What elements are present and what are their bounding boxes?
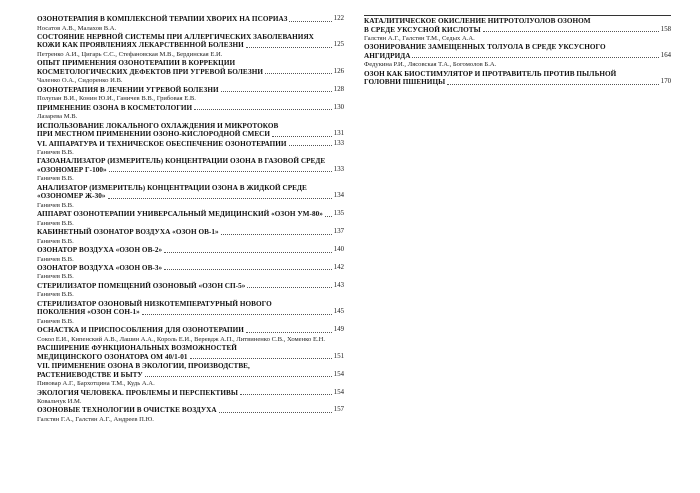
page-number: 143 — [333, 281, 344, 289]
entry-title-line: АНАЛИЗАТОР (ИЗМЕРИТЕЛЬ) КОНЦЕНТРАЦИИ ОЗОНА В ЖИДКОЙ СРЕДЕ — [37, 183, 307, 192]
entry-title-line: ГАЗОАНАЛИЗАТОР (ИЗМЕРИТЕЛЬ) КОНЦЕНТРАЦИИ ОЗОНА В ГАЗОВОЙ СРЕДЕ — [37, 157, 326, 166]
dot-leader — [194, 109, 332, 110]
entry-title-line: ОЗОН КАК БИОСТИМУЛЯТОР И ПРОТРАВИТЕЛЬ ПРОТИВ ПЫЛЬНОЙ — [364, 69, 617, 78]
entry-title-line: РАСТЕНИЕВОДСТВЕ И БЫТУ — [37, 370, 143, 379]
dot-leader — [142, 314, 332, 315]
entry-authors: Ковальчук И.М. — [37, 398, 82, 405]
entry-title-line: ПРИМЕНЕНИЕ ОЗОНА В КОСМЕТОЛОГИИ — [37, 103, 193, 112]
dot-leader — [483, 31, 659, 32]
toc-entry — [37, 398, 344, 415]
entry-title-line: ОЗОНОТЕРАПИЯ В КОМПЛЕКСНОЙ ТЕРАПИИ ХВОРИХ НА ПСОРИАЗ — [37, 15, 288, 23]
toc-entry — [37, 175, 344, 200]
entry-authors: Ганичев В.В. — [37, 219, 74, 227]
toc-entry — [364, 17, 671, 34]
entry-title-row — [364, 26, 671, 35]
entry-title-line: КОЖИ КАК ПРОЯВЛЕНИЯХ ЛЕКАРСТВЕННОЙ БОЛЕЗНИ — [37, 41, 244, 50]
entry-title-line: ОСНАСТКА И ПРИСПОСОБЛЕНИЯ ДЛЯ ОЗОНОТЕРАПИИ — [37, 326, 244, 335]
dot-leader — [246, 47, 332, 48]
page-number: 122 — [333, 15, 344, 22]
dot-leader — [240, 394, 332, 395]
page-number: 133 — [333, 139, 344, 147]
toc-right-column — [364, 15, 671, 88]
entry-title-line: VII. ПРИМЕНЕНИЕ ОЗОНА В ЭКОЛОГИИ, ПРОИЗВОДСТВЕ, — [37, 362, 250, 371]
toc-entry — [37, 291, 344, 316]
dot-leader — [247, 287, 331, 288]
dot-leader — [412, 57, 658, 58]
page-number: 154 — [333, 388, 344, 396]
dot-leader — [272, 136, 332, 137]
toc-entry — [37, 220, 344, 237]
entry-title-line: КАБИНЕТНЫЙ ОЗОНАТОР ВОЗДУХА «ОЗОН ОВ-1» — [37, 228, 219, 237]
entry-title-row — [37, 282, 344, 291]
entry-authors: Ганичев В.В. — [37, 273, 74, 281]
dot-leader — [219, 412, 332, 413]
dot-leader — [190, 358, 332, 359]
entry-authors: Полупан В.И., Конин Ю.И., Ганичев В.В., Грибовая Е.В. — [37, 95, 196, 103]
entry-title-line: СТЕРИЛИЗАТОР ПОМЕЩЕНИЙ ОЗОНОВЫЙ «ОЗОН СП-5» — [37, 281, 246, 290]
dot-leader — [109, 171, 332, 172]
page-number: 130 — [333, 103, 344, 111]
entry-authors: Носатов А.В., Малахов В.А. — [37, 24, 117, 32]
entry-authors: Галстян Г.А., Галстян А.Г., Андреев П.Ю. — [37, 415, 154, 423]
entry-title-line: ОПЫТ ПРИМЕНЕНИЯ ОЗОНОТЕРАПИИ В КОРРЕКЦИИ — [37, 59, 236, 68]
dot-leader — [325, 216, 332, 217]
entry-title-line: ГОЛОВНИ ПШЕНИЦЫ — [364, 78, 446, 87]
entry-title-line: КОСМЕТОЛОГИЧЕСКИХ ДЕФЕКТОВ ПРИ УГРЕВОЙ БОЛЕЗНИ — [37, 67, 263, 76]
entry-title-row — [37, 308, 344, 317]
dot-leader — [108, 198, 332, 199]
dot-leader — [289, 145, 332, 146]
toc-entry — [37, 25, 344, 50]
entry-title-line: ОЗОНАТОР ВОЗДУХА «ОЗОН ОВ-3» — [37, 263, 163, 272]
dot-leader — [164, 252, 332, 253]
toc-entry — [37, 416, 344, 424]
entry-authors: Ганичев В.В. — [37, 149, 74, 157]
toc-entry — [364, 61, 671, 86]
toc-entry — [37, 95, 344, 112]
toc-entry — [37, 149, 344, 174]
entry-authors: Ганичев В.В. — [37, 255, 74, 263]
page-number: 128 — [333, 85, 344, 93]
entry-title-row — [37, 166, 344, 175]
entry-title-row — [37, 406, 344, 415]
entry-authors: Ганичев В.В. — [37, 317, 74, 325]
dot-leader — [289, 21, 331, 22]
entry-authors: Пивовар А.Г., Бархотцина Т.М., Кудь А.А. — [37, 380, 155, 388]
entry-title-line: МЕДИЦИНСКОГО ОЗОНАТОРА ОМ 40/1-01 — [37, 352, 188, 361]
page-number: 133 — [333, 165, 344, 173]
entry-title-row — [364, 52, 671, 61]
entry-title-row — [37, 130, 344, 139]
entry-title-line: КАТАЛИТИЧЕСКОЕ ОКИСЛЕНИЕ НИТРОТОЛУОЛОВ ОЗОНОМ — [364, 17, 591, 25]
page-number: 140 — [333, 246, 344, 254]
page-number: 137 — [333, 228, 344, 236]
entry-title-line: ОЗОНИРОВАНИЕ ЗАМЕЩЕННЫХ ТОЛУОЛА В СРЕДЕ УКСУСНОГО — [364, 43, 606, 52]
dot-leader — [164, 269, 332, 270]
page-number: 151 — [333, 352, 344, 360]
toc-entry — [37, 113, 344, 138]
entry-title-row — [37, 246, 344, 255]
page-number: 164 — [660, 51, 671, 59]
entry-title-row — [37, 228, 344, 237]
entry-title-line: ОЗОНОВЫЕ ТЕХНОЛОГИИ В ОЧИСТКЕ ВОЗДУХА — [37, 406, 217, 415]
entry-title-row — [37, 210, 344, 219]
toc-left-column — [37, 15, 344, 425]
page-number: 131 — [333, 130, 344, 138]
entry-title-line: РАСШИРЕНИЕ ФУНКЦИОНАЛЬНЫХ ВОЗМОЖНОСТЕЙ — [37, 344, 237, 353]
entry-title-line: В СРЕДЕ УКСУСНОЙ КИСЛОТЫ — [364, 25, 481, 34]
page-number: 135 — [333, 210, 344, 218]
page-number: 145 — [333, 308, 344, 316]
dot-leader — [246, 332, 332, 333]
entry-title-row — [37, 140, 344, 149]
toc-entry — [37, 140, 344, 149]
entry-title-row — [37, 192, 344, 201]
page-number: 154 — [333, 370, 344, 378]
top-rule — [364, 15, 671, 16]
entry-title-line: ПРИ МЕСТНОМ ПРИМЕНЕНИИ ОЗОНО-КИСЛОРОДНОЙ СМЕСИ — [37, 130, 271, 139]
page-number: 170 — [660, 78, 671, 86]
toc-entry — [37, 318, 344, 335]
entry-title-line: ОЗОНОТЕРАПИЯ В ЛЕЧЕНИИ УГРЕВОЙ БОЛЕЗНИ — [37, 85, 219, 94]
entry-title-row — [37, 68, 344, 77]
page-number: 134 — [333, 192, 344, 200]
page-number: 142 — [333, 263, 344, 271]
entry-title-line: ИСПОЛЬЗОВАНИЕ ЛОКАЛЬНОГО ОХЛАЖДЕНИЯ И МИКРОТОКОВ — [37, 121, 279, 130]
toc-entry — [37, 77, 344, 94]
dot-leader — [221, 234, 332, 235]
entry-authors: Чаленко О.А., Сидоренко И.В. — [37, 77, 123, 85]
page-number: 125 — [333, 41, 344, 49]
entry-title-row — [37, 389, 344, 398]
dot-leader — [221, 91, 332, 92]
entry-authors: Ганичев В.В. — [37, 291, 74, 299]
toc-entry — [37, 51, 344, 76]
entry-title-line: «ОЗОНОМЕР Ж-30» — [37, 192, 106, 201]
entry-title-line: СТЕРИЛИЗАТОР ОЗОНОВЫЙ НИЗКОТЕМПЕРАТУРНЫЙ НОВОГО — [37, 299, 272, 308]
entry-title-line: ОЗОНАТОР ВОЗДУХА «ОЗОН ОВ-2» — [37, 246, 163, 255]
entry-title-row — [37, 353, 344, 362]
entry-title-row — [364, 78, 671, 87]
dot-leader — [265, 73, 332, 74]
entry-title-row — [37, 86, 344, 95]
entry-title-line: ЭКОЛОГИЯ ЧЕЛОВЕКА. ПРОБЛЕМЫ И ПЕРСПЕКТИВЫ — [37, 388, 238, 397]
page-number: 126 — [333, 67, 344, 75]
toc-entry — [364, 35, 671, 60]
entry-title-line: VI. АППАРАТУРА И ТЕХНИЧЕСКОЕ ОБЕСПЕЧЕНИЕ ОЗОНОТЕРАПИИ — [37, 139, 287, 148]
entry-title-line: ПОКОЛЕНИЯ «ОЗОН СОН-1» — [37, 308, 140, 317]
toc-entry — [37, 362, 344, 379]
entry-title-row — [37, 264, 344, 273]
toc-entry — [37, 273, 344, 290]
entry-title-line: АППАРАТ ОЗОНОТЕРАПИИ УНИВЕРСАЛЬНЫЙ МЕДИЦИНСКИЙ «ОЗОН УМ-80» — [37, 210, 323, 219]
toc-entry — [37, 15, 344, 24]
entry-authors: Ганичев В.В. — [37, 237, 74, 245]
dot-leader — [145, 376, 332, 377]
entry-title-line: «ОЗОНОМЕР Г-100» — [37, 165, 107, 174]
entry-authors: Ганичев В.В. — [37, 201, 74, 209]
entry-title-line: АНГИДРИДА — [364, 51, 411, 60]
entry-authors: Сокол Е.И., Кипенский А.В., Лашин А.А., Король Е.И., Веревдж А.П., Литвиненко С.В., Хоменко Е.Н. — [37, 335, 326, 343]
entry-title-row — [37, 326, 344, 335]
entry-title-line: СОСТОЯНИЕ НЕРВНОЙ СИСТЕМЫ ПРИ АЛЛЕРГИЧЕСКИХ ЗАБОЛЕВАНИЯХ — [37, 32, 314, 41]
page-number: 157 — [333, 406, 344, 414]
entry-authors: Лазарева М.В. — [37, 113, 78, 121]
toc-entry — [37, 256, 344, 273]
toc-entry — [37, 336, 344, 361]
toc-entry — [37, 202, 344, 219]
entry-title-row — [37, 41, 344, 50]
entry-title-row — [37, 15, 344, 24]
dot-leader — [447, 84, 659, 85]
toc-entry — [37, 238, 344, 255]
page-number: 149 — [333, 326, 344, 334]
entry-title-row — [37, 371, 344, 380]
page-number: 158 — [660, 25, 671, 33]
entry-authors: Галстян А.Г., Галстян Т.М., Седых А.А. — [364, 35, 475, 42]
entry-authors: Петренко А.И., Цигарь С.С., Стефановская М.В., Бердинская Е.И. — [37, 50, 223, 58]
entry-title-row — [37, 104, 344, 113]
toc-entry — [37, 380, 344, 397]
entry-authors: Федукина Р.И., Лясовская Т.А., Богомолов Б.А. — [364, 61, 497, 69]
entry-authors: Ганичев В.В. — [37, 175, 74, 183]
